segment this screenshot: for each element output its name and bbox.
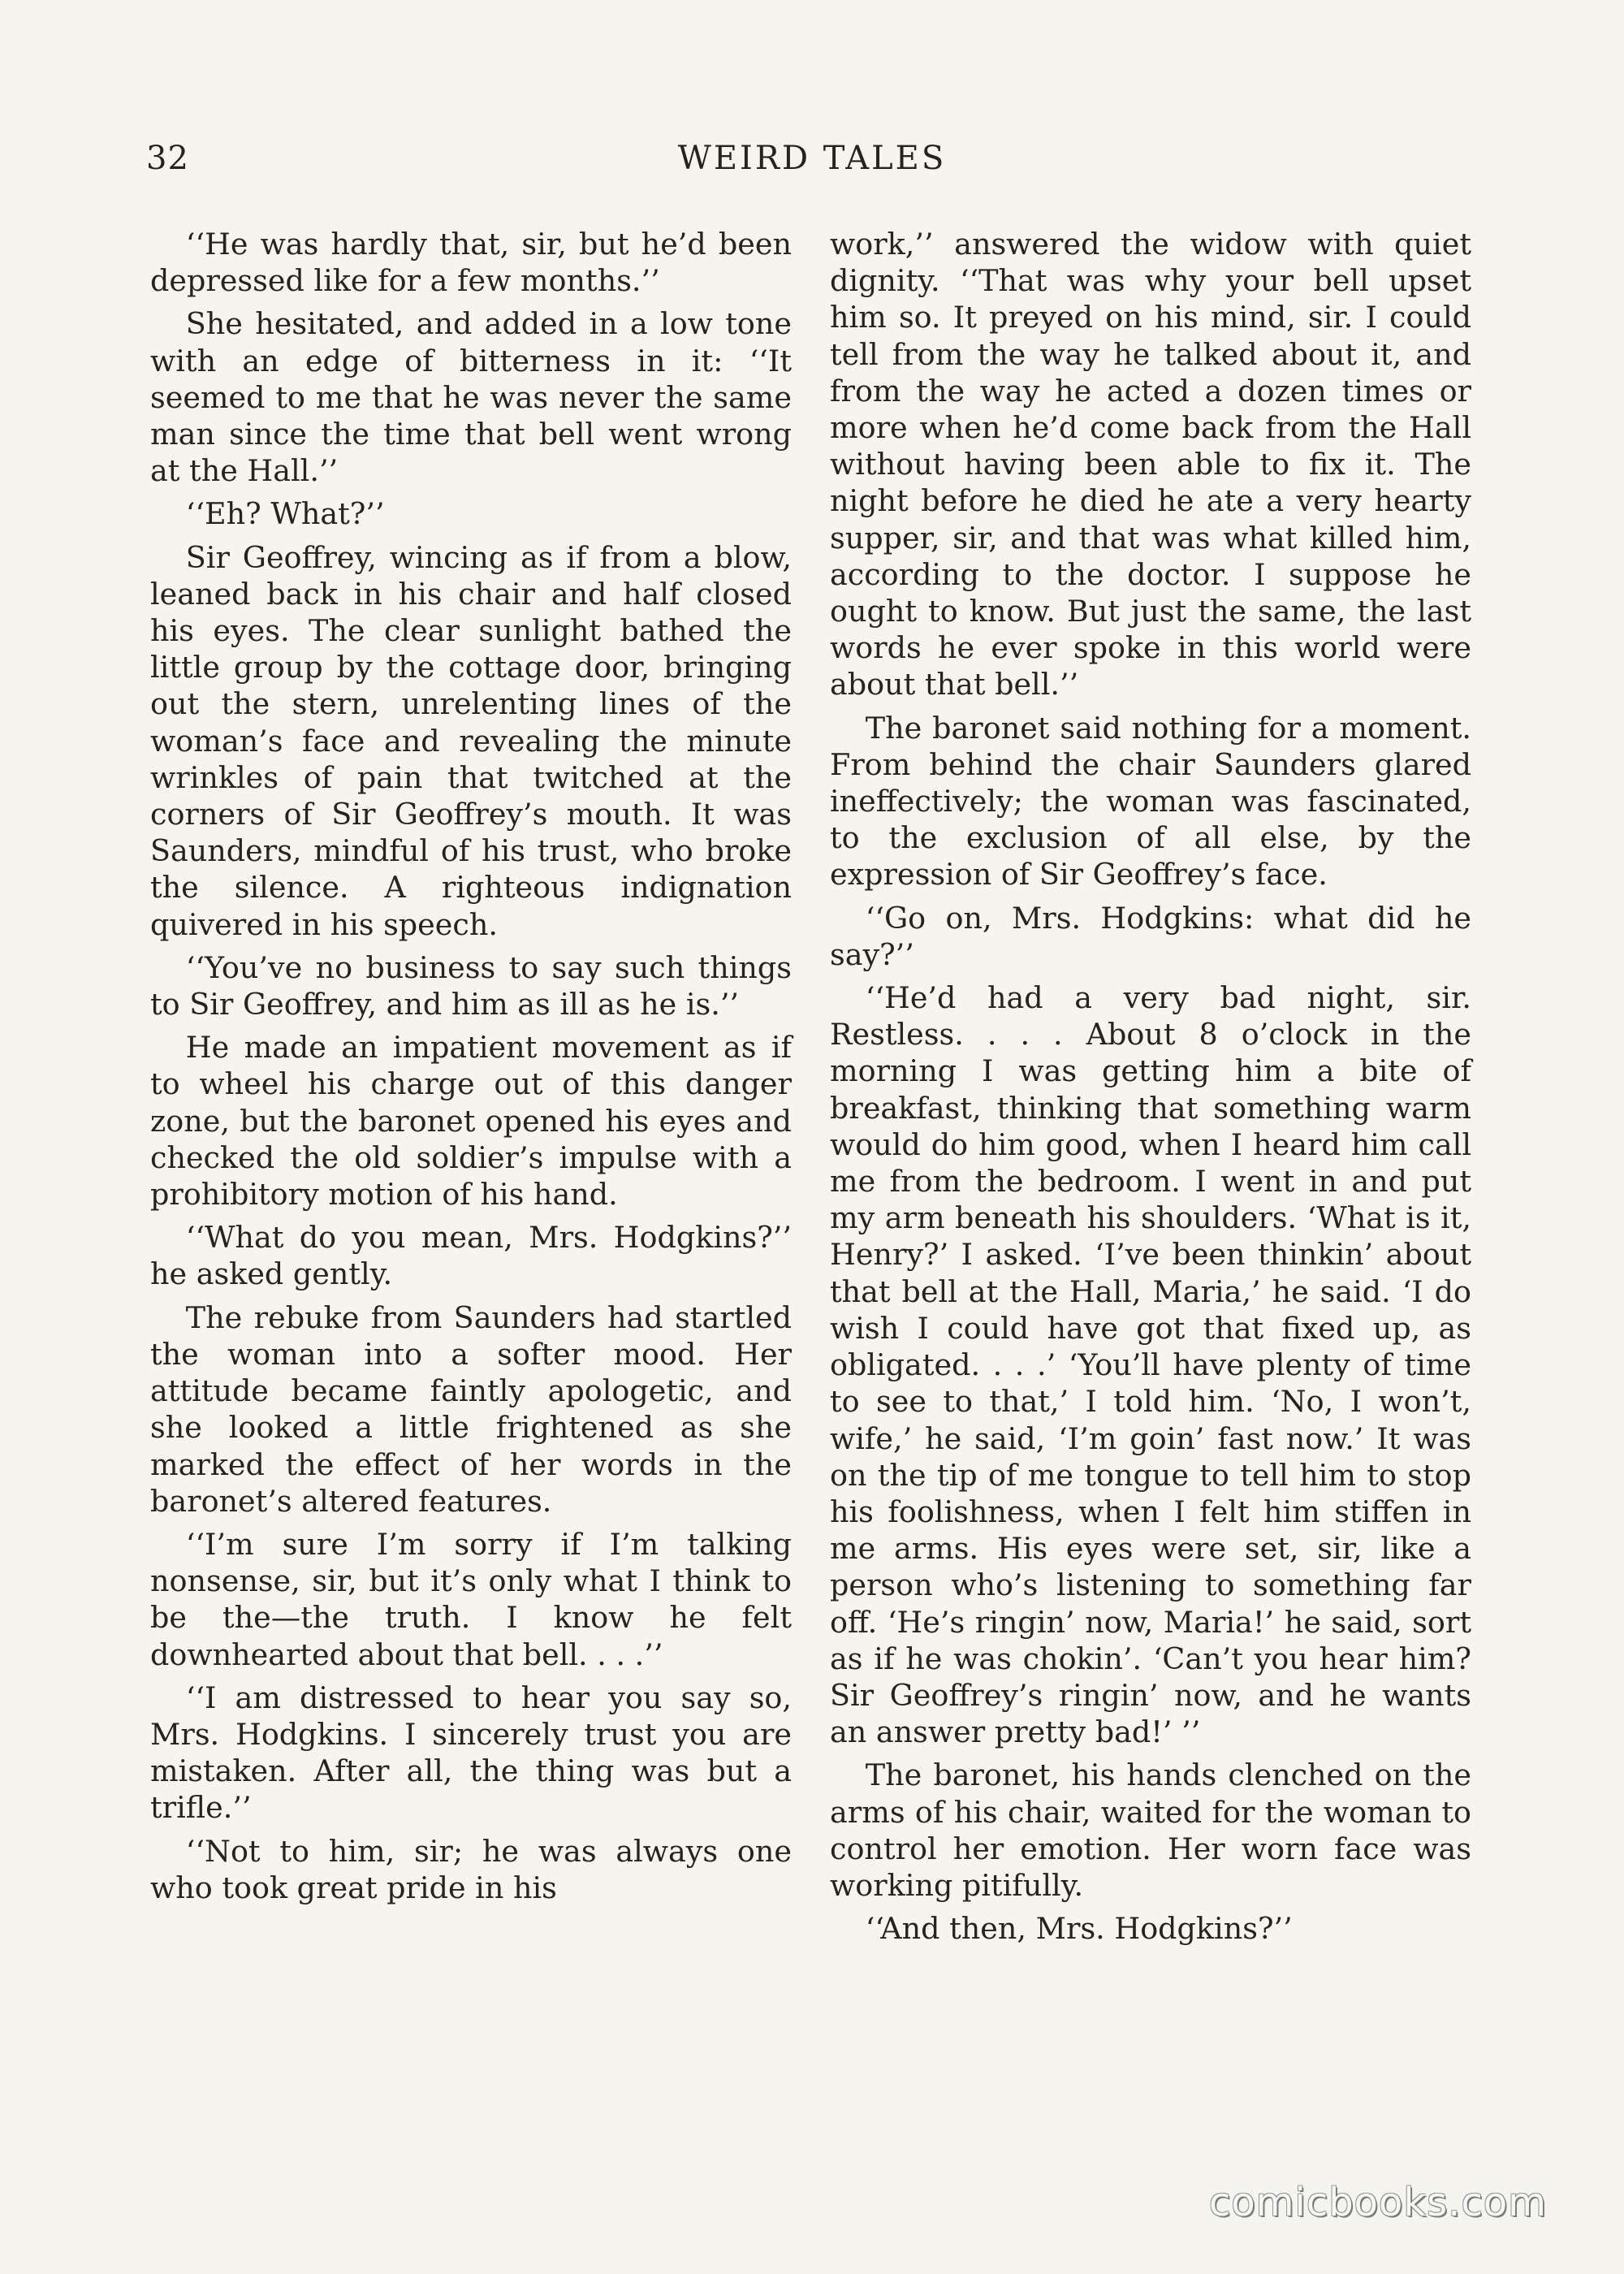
paragraph: ‘‘He was hardly that, sir, but he’d been depressed like for a few months.’’ [150, 227, 792, 299]
paragraph: ‘‘Go on, Mrs. Hodgkins: what did he say?’’ [830, 900, 1471, 972]
paragraph: ‘‘And then, Mrs. Hodgkins?’’ [865, 1911, 1293, 1947]
paragraph: ‘‘Eh? What?’’ [185, 496, 385, 532]
paragraph: ‘‘I am distressed to hear you say so, Mrs. Hodgkins. I sincerely trust you are mistaken. After all, the thing was but a trifle.’’ [150, 1680, 792, 1826]
paragraph: Sir Geoffrey, wincing as if from a blow, leaned back in his chair and half closed his eyes. The clear sunlight bathed the little group by the cottage door, bringing out the stern, unrelenting lines of the woman’s face and revealing the minute wrinkles of pain that twitched at the corners of Sir Geoffrey’s mouth. It was Saunders, mindful of his trust, who broke the silence. A righteous indignation quivered in his speech. [150, 539, 792, 942]
paragraph: ‘‘What do you mean, Mrs. Hodgkins?’’ he asked gently. [150, 1220, 792, 1292]
right-column [830, 226, 1471, 1953]
watermark: comicbooks.com [1208, 2180, 1547, 2225]
paragraph: ‘‘Not to him, sir; he was always one who took great pride in his [150, 1833, 792, 1905]
running-head-title: WEIRD TALES [677, 140, 947, 177]
paragraph: ‘‘I’m sure I’m sorry if I’m talking nonsense, sir, but it’s only what I think to be the—the truth. I know he felt downhearted about that bell. . . .’’ [150, 1526, 792, 1672]
paragraph: The rebuke from Saunders had startled the woman into a softer mood. Her attitude became faintly apologetic, and she looked a little frightened as she marked the effect of her words in the baronet’s altered features. [150, 1299, 792, 1519]
paragraph: The baronet, his hands clenched on the arms of his chair, waited for the woman to control her emotion. Her worn face was working pitifully. [830, 1757, 1471, 1903]
paragraph: He made an impatient movement as if to wheel his charge out of this danger zone, but the baronet opened his eyes and checked the old soldier’s impulse with a prohibitory motion of his hand. [150, 1030, 792, 1213]
paragraph: The baronet said nothing for a moment. From behind the chair Saunders glared ineffectively; the woman was fascinated, to the exclusion of all else, by the expression of Sir Geoffrey’s face. [830, 710, 1471, 893]
paragraph: She hesitated, and added in a low tone with an edge of bitterness in it: ‘‘It seemed to me that he was never the same man since the time that bell went wrong at the Hall.’’ [150, 306, 792, 489]
page-number: 32 [146, 140, 189, 177]
paragraph: ‘‘He’d had a very bad night, sir. Restless. . . . About 8 o’clock in the morning I was getting him a bite of breakfast, thinking that something warm would do him good, when I heard him call me from the bedroom. I went in and put my arm beneath his shoulders. ‘What is it, Henry?’ I asked. ‘I’ve been thinkin’ about that bell at the Hall, Maria,’ he said. ‘I do wish I could have got that fixed up, as obligated. . . .’ ‘You’ll have plenty of time to see to that,’ I told him. ‘No, I won’t, wife,’ he said, ‘I’m goin’ fast now.’ It was on the tip of me tongue to tell him to stop his foolishness, when I felt him stiffen in me arms. His eyes were set, sir, like a person who’s listening to something far off. ‘He’s ringin’ now, Maria!’ he said, sort as if he was chokin’. ‘Can’t you hear him? Sir Geoffrey’s ringin’ now, and he wants an answer pretty bad!’ ’’ [830, 980, 1471, 1750]
left-column [150, 226, 792, 1913]
paragraph-continued: work,’’ answered the widow with quiet dignity. ‘‘That was why your bell upset him so. It preyed on his mind, sir. I could tell from the way he talked about it, and from the way he acted a dozen times or more when he’d come back from the Hall without having been able to fix it. The night before he died he ate a very hearty supper, sir, and that was what killed him, according to the doctor. I suppose he ought to know. But just the same, the last words he ever spoke in this world were about that bell.’’ [830, 227, 1471, 703]
paragraph: ‘‘You’ve no business to say such things to Sir Geoffrey, and him as ill as he is.’’ [150, 949, 792, 1022]
